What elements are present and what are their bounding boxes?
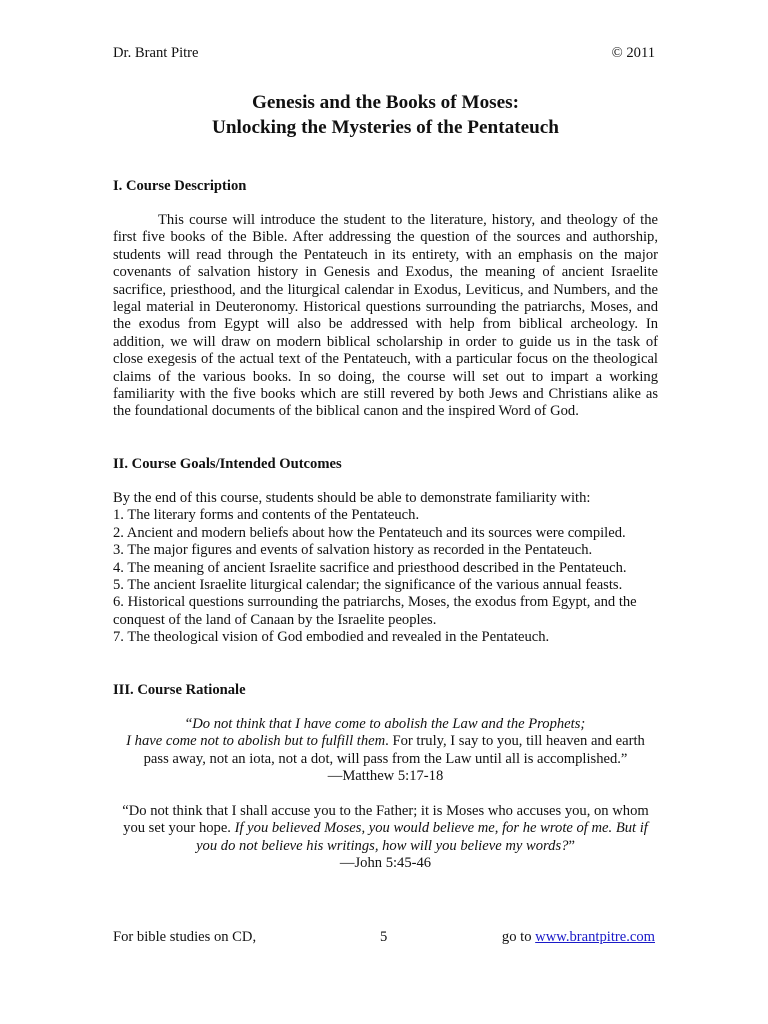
document-title [113, 90, 658, 140]
quote-matthew-reference: —Matthew 5:17-18 [327, 768, 444, 785]
title-line-2: Unlocking the Mysteries of the Pentateuch [212, 117, 559, 138]
title-line-1: Genesis and the Books of Moses: [251, 92, 520, 113]
footer-goto-text: go to [501, 929, 532, 945]
quote-matthew-italic-1: Do not think that I have come to abolish the Law and the Prophets; [192, 716, 586, 732]
header-author: Dr. Brant Pitre [113, 45, 199, 61]
quote-matthew-text: . For truly, I say to you, till heaven and earth pass away, not an iota, not a dot, will pass from the Law until all is accomplished.” [143, 733, 645, 767]
goal-item: 6. Historical questions surrounding the patriarchs, Moses, the exodus from Egypt, and the conquest of the land of Canaan by the Israelite peoples. [113, 594, 637, 628]
page-number: 5 [380, 929, 388, 945]
quote-john: “Do not think that I shall accuse you to the Father; it is Moses who accuses you, on whom you set your hope. If you believed Moses, you would believe me, for he wrote of me. But if you do not believe his writings, how will you believe my words?” —John 5:45-46 [113, 803, 658, 873]
quote-john-text: “Do not think that I shall accuse you to the Father; it is Moses who accuses you, on whom you set your hope. [122, 803, 649, 837]
section-heading-rationale: III. Course Rationale [113, 682, 246, 698]
footer-left-text: For bible studies on CD, [113, 929, 257, 945]
section-heading-description: I. Course Description [113, 178, 247, 194]
header-copyright: © 2011 [611, 45, 655, 61]
course-description-paragraph: This course will introduce the student to the literature, history, and theology of the first five books of the Bible. After addressing the question of the sources and authorship, students will read through the Pentateuch in its entirety, with an emphasis on the major covenants of salvation history in Genesis and Exodus, the meaning of ancient Israelite sacrifice, priesthood, and the liturgical calendar in Exodus, Leviticus, and Numbers, and the legal material in Deuteronomy. Historical questions surrounding the patriarchs, Moses, and the exodus from Egypt will also be addressed with help from biblical archeology. In addition, we will draw on modern biblical scholarship in order to guide us in the task of close exegesis of the actual text of the Pentateuch, with a particular focus on the theological claims of the various books. In so doing, the course will set out to impart a working familiarity with the five books which are still revered by both Jews and Christians alike as the foundational documents of the biblical canon and the inspired Word of God. [113, 212, 658, 420]
section-heading-goals: II. Course Goals/Intended Outcomes [113, 456, 342, 472]
goal-item: 7. The theological vision of God embodied and revealed in the Pentateuch. [113, 629, 550, 646]
goal-item: 4. The meaning of ancient Israelite sacrifice and priesthood described in the Pentateuch. [113, 559, 627, 576]
goal-item: 3. The major figures and events of salvation history as recorded in the Pentateuch. [113, 542, 593, 559]
footer-right [502, 929, 655, 946]
goals-list [113, 490, 658, 647]
quote-matthew: “Do not think that I have come to abolish the Law and the Prophets; I have come not to abolish but to fulfill them. For truly, I say to you, till heaven and earth pass away, not an iota, not a dot, will pass from the Law until all is accomplished.” —Matthew 5:17-18 [113, 716, 658, 786]
goal-item: 1. The literary forms and contents of the Pentateuch. [113, 507, 420, 524]
website-link[interactable]: www.brantpitre.com [535, 929, 655, 945]
goals-intro: By the end of this course, students should be able to demonstrate familiarity with: [113, 490, 591, 506]
quote-john-reference: —John 5:45-46 [339, 855, 432, 872]
goal-item: 5. The ancient Israelite liturgical calendar; the significance of the various annual feasts. [113, 577, 623, 594]
goal-item: 2. Ancient and modern beliefs about how the Pentateuch and its sources were compiled. [113, 524, 626, 541]
quote-john-italic: If you believed Moses, you would believe me, for he wrote of me. But if you do not believe his writings, how will you believe my words? [196, 820, 648, 854]
quote-matthew-italic-2: I have come not to abolish but to fulfill them [126, 733, 386, 750]
